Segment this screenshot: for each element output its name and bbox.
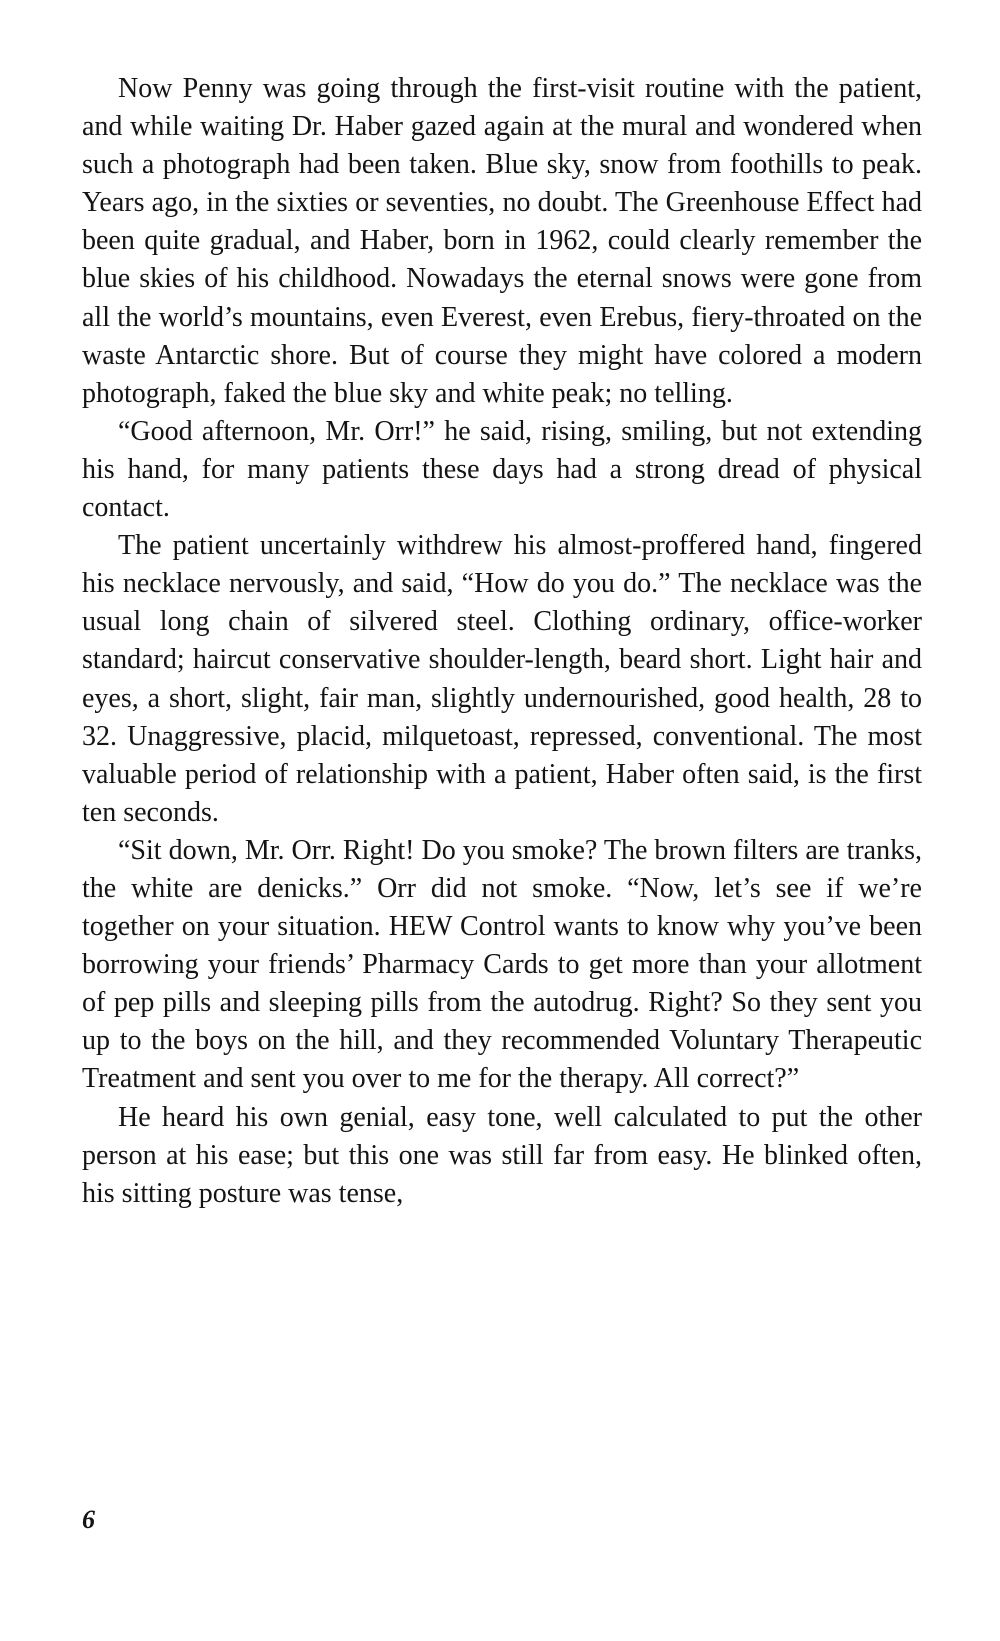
paragraph: The patient uncertainly withdrew his almost-proffered hand, fingered his necklace nervously, and said, “How do you do.” The necklace was the usual long chain of silvered steel. Clothing ordinary, office-worker standard; haircut conservative shoulder-length, beard short. Light hair and eyes, a short, slight, fair man, slightly undernourished, good health, 28 to 32. Unaggressive, placid, milquetoast, repressed, conventional. The most valuable period of relationship with a patient, Haber often said, is the first ten seconds.	[82, 530, 922, 828]
page-number: 6	[82, 1505, 95, 1534]
paragraph: “Sit down, Mr. Orr. Right! Do you smoke? The brown filters are tranks, the white are denicks.” Orr did not smoke. “Now, let’s see if we’re together on your situation. HEW Control wants to know why you’ve been borrowing your friends’ Pharmacy Cards to get more than your allotment of pep pills and sleeping pills from the autodrug. Right? So they sent you up to the boys on the hill, and they recommended Voluntary Therapeutic Treatment and sent you over to me for the therapy. All correct?”	[82, 834, 922, 1095]
paragraph: Now Penny was going through the first-visit routine with the patient, and while waiting Dr. Haber gazed again at the mural and wondered when such a photograph had been taken. Blue sky, snow from foothills to peak. Years ago, in the sixties or seventies, no doubt. The Greenhouse Effect had been quite gradual, and Haber, born in 1962, could clearly remember the blue skies of his childhood. Nowadays the eternal snows were gone from all the world’s mountains, even Everest, even Erebus, fiery-throated on the waste Antarctic shore. But of course they might have colored a modern photograph, faked the blue sky and white peak; no telling.	[82, 73, 922, 409]
body-text	[82, 70, 922, 1213]
paragraph: “Good afternoon, Mr. Orr!” he said, rising, smiling, but not extending his hand, for many patients these days had a strong dread of physical contact.	[82, 415, 922, 524]
paragraph: He heard his own genial, easy tone, well calculated to put the other person at his ease; but this one was still far from easy. He blinked often, his sitting posture was tense,	[82, 1101, 922, 1209]
